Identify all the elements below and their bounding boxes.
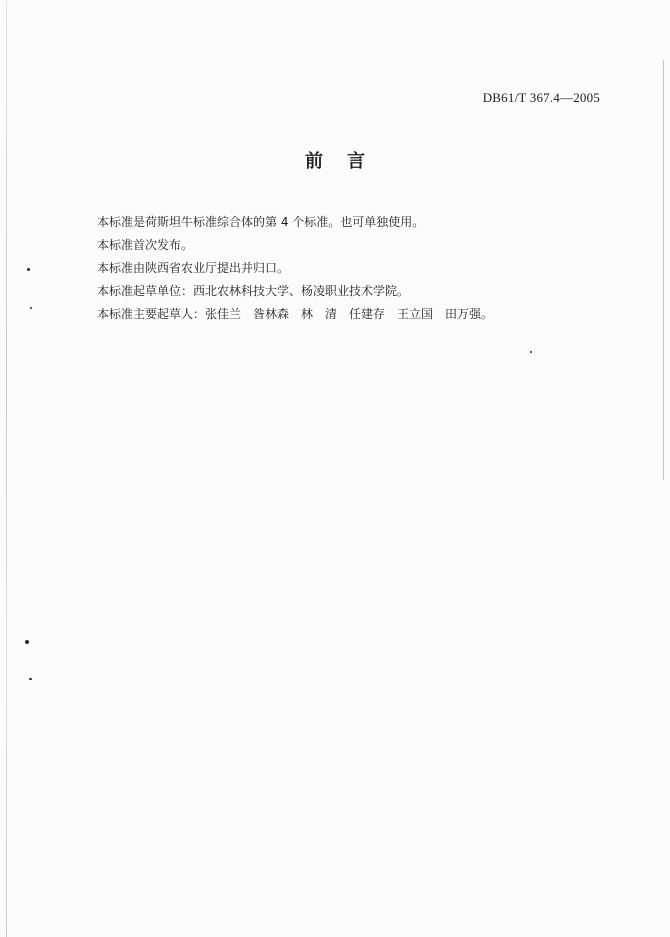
foreword-body — [97, 216, 617, 331]
paragraph-first-release: 本标准首次发布。 — [97, 238, 194, 252]
scan-speck — [30, 307, 32, 309]
paragraph-proposer: 本标准由陕西省农业厅提出并归口。 — [97, 261, 290, 275]
scan-speck — [25, 640, 29, 644]
paragraph-drafting-units: 本标准起草单位：西北农林科技大学、杨凌职业技术学院。 — [97, 284, 410, 298]
scan-speck — [29, 678, 32, 680]
page-title — [0, 147, 670, 173]
scan-speck — [530, 351, 532, 353]
scan-edge-left — [6, 0, 7, 937]
paragraph-scope: 本标准是荷斯坦牛标准综合体的第 4 个标准。也可单独使用。 — [97, 215, 425, 229]
standard-number: DB61/T 367.4—2005 — [482, 90, 600, 105]
title-char-2: 言 — [347, 151, 365, 172]
paragraph-drafters: 本标准主要起草人：张佳兰 昝林森 林 清 任建存 王立国 田万强。 — [97, 307, 494, 321]
title-char-1: 前 — [305, 151, 323, 172]
scan-edge-right — [663, 60, 664, 480]
scan-speck — [27, 268, 30, 271]
